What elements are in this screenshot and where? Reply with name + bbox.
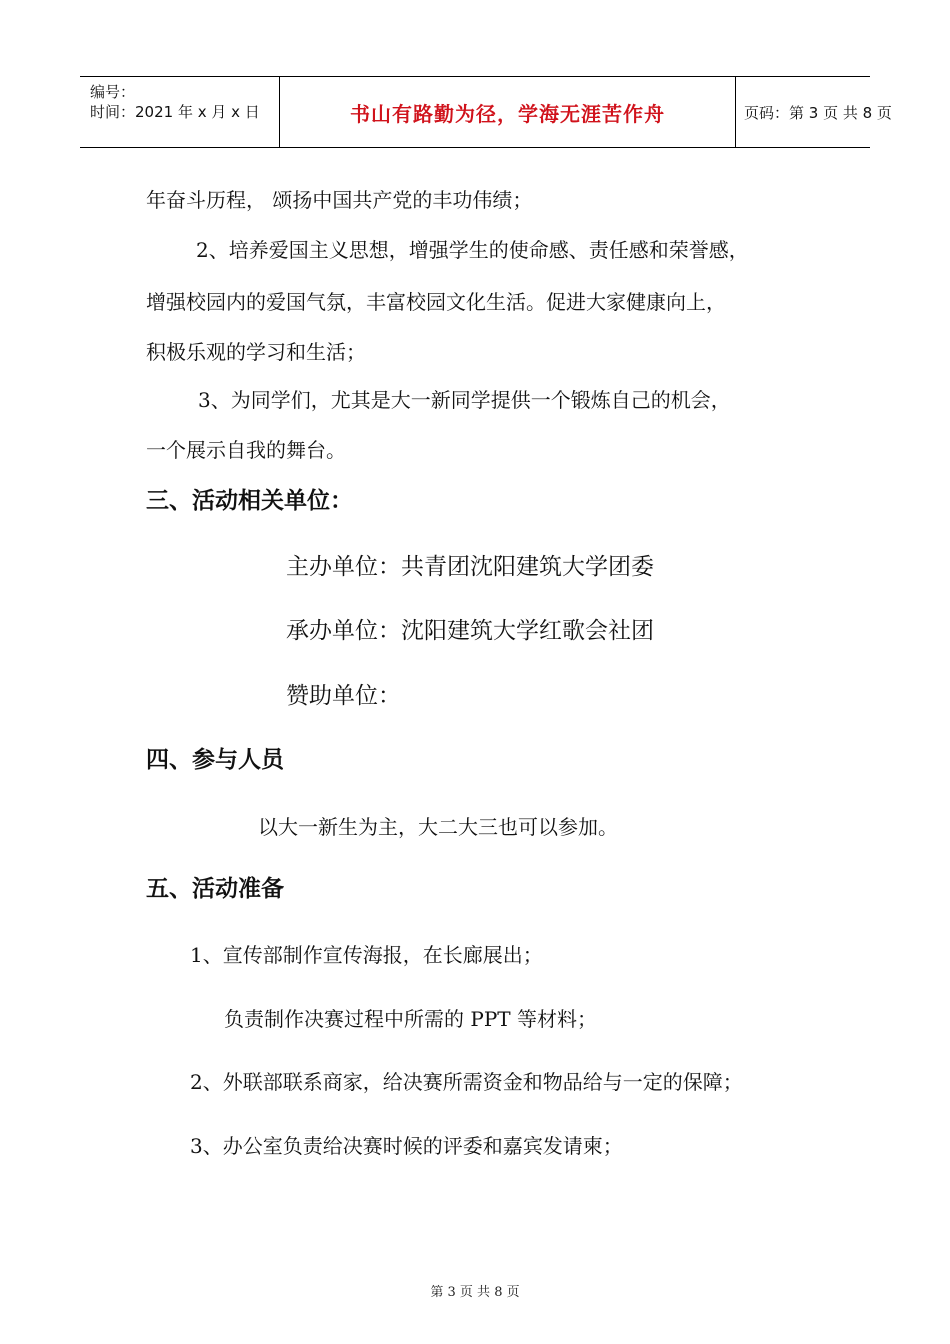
paragraph-2-line-2: 增强校园内的爱国气氛，丰富校园文化生活。促进大家健康向上，	[146, 290, 726, 314]
paragraph-2-line-1: 2、培养爱国主义思想，增强学生的使命感、责任感和荣誉感，	[196, 238, 749, 262]
paragraph-3-line-1: 3、为同学们，尤其是大一新同学提供一个锻炼自己的机会，	[198, 388, 731, 412]
page-footer: 第 3 页 共 8 页	[430, 1285, 520, 1300]
organizer-line: 主办单位：共青团沈阳建筑大学团委	[286, 554, 654, 580]
section-3-title: 三、活动相关单位：	[146, 488, 353, 514]
paragraph-2-line-3: 积极乐观的学习和生活；	[146, 340, 366, 364]
undertaker-line: 承办单位：沈阳建筑大学红歌会社团	[286, 618, 654, 644]
participants-line: 以大一新生为主，大二大三也可以参加。	[258, 815, 618, 839]
prep-item-1-detail: 负责制作决赛过程中所需的 PPT 等材料；	[224, 1007, 597, 1031]
header-motto: 书山有路勤为径，学海无涯苦作舟	[280, 77, 736, 147]
section-5-title: 五、活动准备	[146, 876, 284, 902]
header-page-label: 页码：第 3 页 共 8 页	[744, 103, 892, 122]
header-meta-cell	[80, 77, 280, 147]
prep-item-3: 3、办公室负责给决赛时候的评委和嘉宾发请柬；	[190, 1134, 623, 1158]
prep-item-2: 2、外联部联系商家，给决赛所需资金和物品给与一定的保障；	[190, 1070, 743, 1094]
document-time-label: 时间：2021 年 x 月 x 日	[90, 103, 260, 121]
sponsor-line: 赞助单位：	[286, 683, 401, 709]
document-number-label: 编号：	[90, 83, 136, 101]
document-header	[80, 76, 892, 148]
paragraph-3-line-2: 一个展示自我的舞台。	[146, 438, 346, 462]
prep-item-1: 1、宣传部制作宣传海报，在长廊展出；	[190, 943, 543, 967]
section-4-title: 四、参与人员	[146, 747, 284, 773]
paragraph-1: 年奋斗历程， 颂扬中国共产党的丰功伟绩；	[146, 188, 533, 212]
